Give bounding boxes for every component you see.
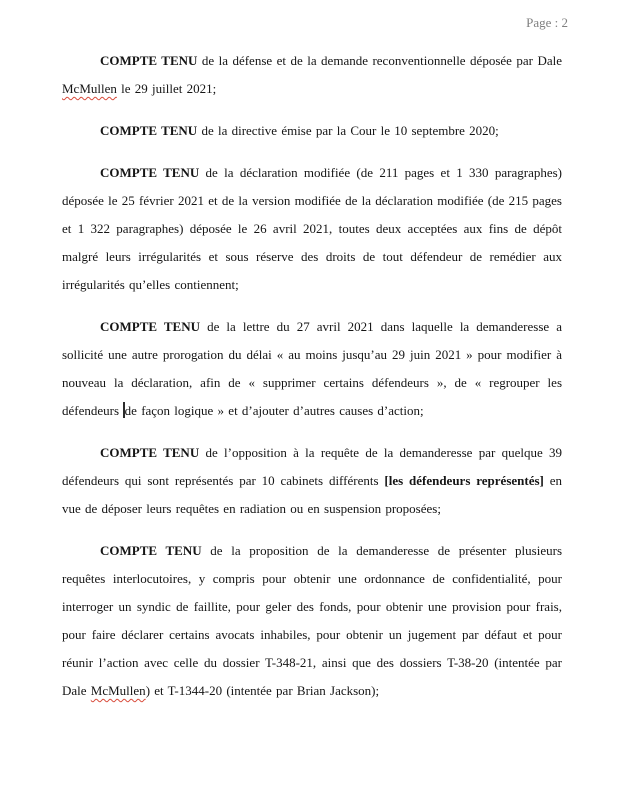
text-segment: le 29 juillet 2021; (116, 81, 217, 96)
paragraph (62, 117, 562, 145)
misspelled-word[interactable]: McMullen (62, 81, 117, 96)
text-segment: de la déclaration modifiée (de 211 pages et 1 330 paragraphes) déposée le 25 février 2021 et de la version modifiée de la déclaration modifiée (de 215 pages et 1 322 paragraphes) déposée le 26 avril 2021, toutes deux acceptées aux fins de dépôt malgré leurs irrégularités et sous réserve des droits de tout défendeur de remédier aux irrégularités qu’elles contiennent; (62, 165, 562, 292)
bold-text: COMPTE TENU (100, 319, 201, 334)
text-segment: ) et T-1344-20 (intentée par Brian Jackson); (145, 683, 380, 698)
text-segment: de façon logique » et d’ajouter d’autres causes d’action; (124, 403, 424, 418)
paragraph (62, 159, 562, 299)
paragraph (62, 439, 562, 523)
text-segment: de la défense et de la demande reconventionnelle déposée par Dale (197, 53, 562, 68)
bold-text: COMPTE TENU (100, 123, 198, 138)
bold-text: [les défendeurs représentés] (384, 473, 544, 488)
paragraph (62, 313, 562, 425)
text-segment: de l’opposition à la requête de la demanderesse par quelque 39 défendeurs qui sont représentés par 10 cabinets différents (62, 445, 563, 488)
bold-text: COMPTE TENU (100, 165, 200, 180)
text-segment: en vue de déposer leurs requêtes en radiation ou en suspension proposées; (62, 473, 562, 516)
text-segment: de la lettre du 27 avril 2021 dans laquelle la demanderesse a sollicité une autre prorogation du délai « au moins jusqu’au 29 juin 2021 » pour modifier à nouveau la déclaration, afin de « supprimer certains défendeurs », de « regrouper les défendeurs (62, 319, 563, 418)
misspelled-word[interactable]: McMullen (90, 683, 146, 698)
document-body[interactable] (62, 47, 562, 705)
page-number: Page : 2 (526, 15, 568, 30)
text-segment: de la directive émise par la Cour le 10 septembre 2020; (197, 123, 499, 138)
text-segment: de la proposition de la demanderesse de présenter plusieurs requêtes interlocutoires, y compris pour obtenir une ordonnance de confidentialité, pour interroger un syndic de faillite, pour geler des fonds, pour obtenir une provision pour frais, pour faire déclarer certains avocats inhabiles, pour obtenir un jugement par défaut et pour réunir l’action avec celle du dossier T-348-21, ainsi que des dossiers T-38-20 (intentée par Dale (62, 543, 563, 698)
bold-text: COMPTE TENU (100, 543, 202, 558)
paragraph (62, 47, 562, 103)
bold-text: COMPTE TENU (100, 445, 200, 460)
paragraph (62, 537, 562, 705)
bold-text: COMPTE TENU (100, 53, 198, 68)
